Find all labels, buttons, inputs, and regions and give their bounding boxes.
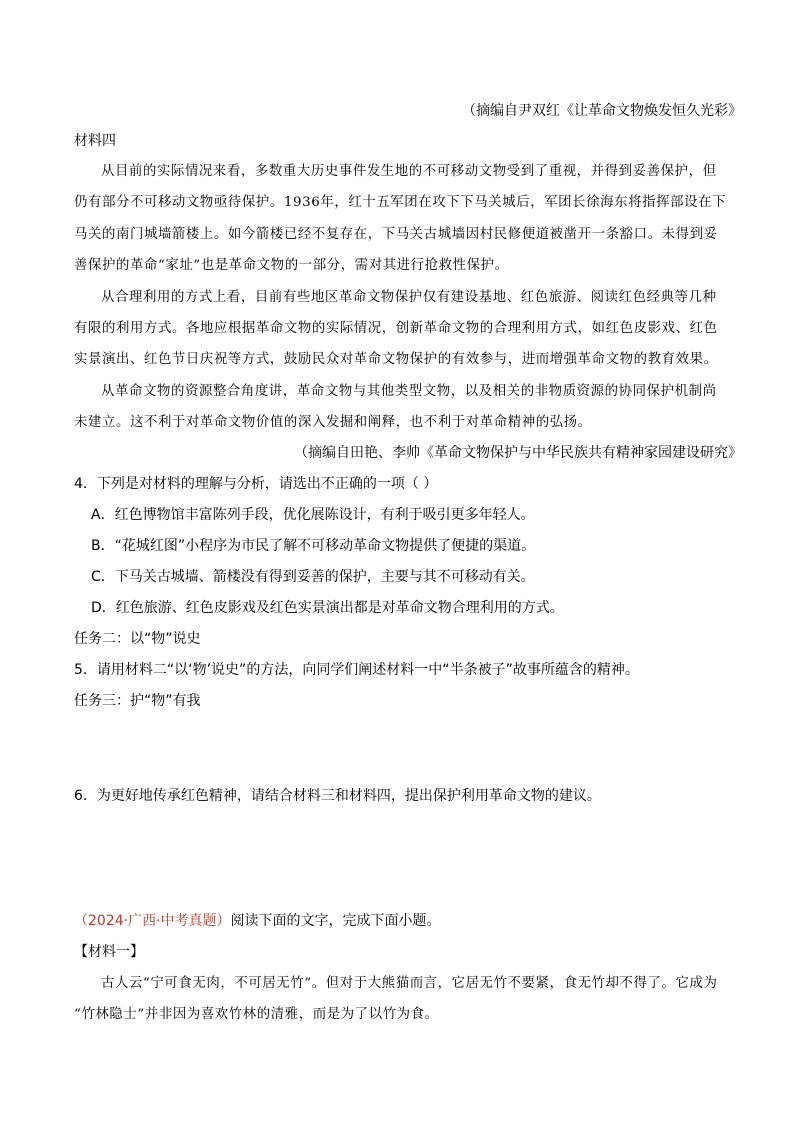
question-4-option-d: D．红色旅游、红色皮影戏及红色实景演出都是对革命文物合理利用的方式。: [91, 600, 564, 616]
material3-source: （摘编自尹双红《让革命文物焕发恒久光彩》: [462, 103, 742, 119]
question-6: 6．为更好地传承红色精神，请结合材料三和材料四，提出保护利用革命文物的建议。: [74, 788, 601, 804]
material4-source: （摘编自田艳、李帅《革命文物保护与中华民族共有精神家园建设研究》: [294, 445, 742, 461]
material1-label: 【材料一】: [74, 944, 144, 960]
material4-paragraph1-line3: 马关的南门城墙箭楼上。如今箭楼已经不复存在，下马关古城墙因村民修便道被凿开一条豁口。未得到妥: [74, 227, 718, 242]
question-4-option-b: B．“花城红图”小程序为市民了解不可移动革命文物提供了便捷的渠道。: [91, 538, 536, 554]
next-section-instruction: 阅读下面的文字，完成下面小题。: [230, 913, 441, 929]
material4-label: 材料四: [74, 133, 116, 149]
material1-line1: 古人云“宁可食无肉，不可居无竹”。但对于大熊猫而言，它居无竹不要紧，食无竹却不得了。它成为: [101, 976, 718, 991]
question-4-stem: 4．下列是对材料的理解与分析，请选出不正确的一项（ ）: [74, 476, 438, 492]
task-2-heading: 任务二：以“物”说史: [74, 631, 201, 647]
task-3-heading: 任务三：护“物”有我: [74, 693, 201, 709]
material1-line2: “竹林隐士”并非因为喜欢竹林的清雅，而是为了以竹为食。: [74, 1007, 439, 1022]
question-4-option-a: A．红色博物馆丰富陈列手段，优化展陈设计，有利于吸引更多年轻人。: [91, 507, 535, 523]
material4-paragraph1-line4: 善保护的革命“家址”也是革命文物的一部分，需对其进行抢救性保护。: [74, 258, 509, 273]
material4-paragraph2-line2: 有限的利用方式。各地应根据革命文物的实际情况，创新革命文物的合理利用方式，如红色皮影戏、红色: [74, 321, 718, 336]
material4-paragraph3-line1: 从革命文物的资源整合角度讲，革命文物与其他类型文物，以及相关的非物质资源的协同保护机制尚: [101, 384, 717, 399]
question-4-option-c: C．下马关古城墙、箭楼没有得到妥善的保护，主要与其不可移动有关。: [91, 569, 535, 585]
question-5: 5．请用材料二“以‘物’说史”的方法，向同学们阐述材料一中“半条被子”故事所蕴含的精神。: [74, 662, 639, 678]
material4-paragraph3-line2: 未建立。这不利于对革命文物价值的深入发掘和阐释，也不利于对革命精神的弘扬。: [74, 415, 592, 430]
exam-source-tag: （2024·广西·中考真题）: [74, 913, 231, 929]
material4-paragraph1-line2: 仍有部分不可移动文物亟待保护。1936年，红十五军团在攻下下马关城后，军团长徐海东将指挥部设在下: [74, 195, 727, 210]
material4-paragraph2-line3: 实景演出、红色节日庆祝等方式，鼓励民众对革命文物保护的有效参与，进而增强革命文物的教育效果。: [74, 352, 718, 367]
material4-paragraph1-line1: 从目前的实际情况来看，多数重大历史事件发生地的不可移动文物受到了重视，并得到妥善保护，但: [101, 164, 717, 179]
next-section-intro: [74, 911, 441, 931]
material4-paragraph2-line1: 从合理利用的方式上看，目前有些地区革命文物保护仅有建设基地、红色旅游、阅读红色经典等几种: [101, 290, 717, 305]
